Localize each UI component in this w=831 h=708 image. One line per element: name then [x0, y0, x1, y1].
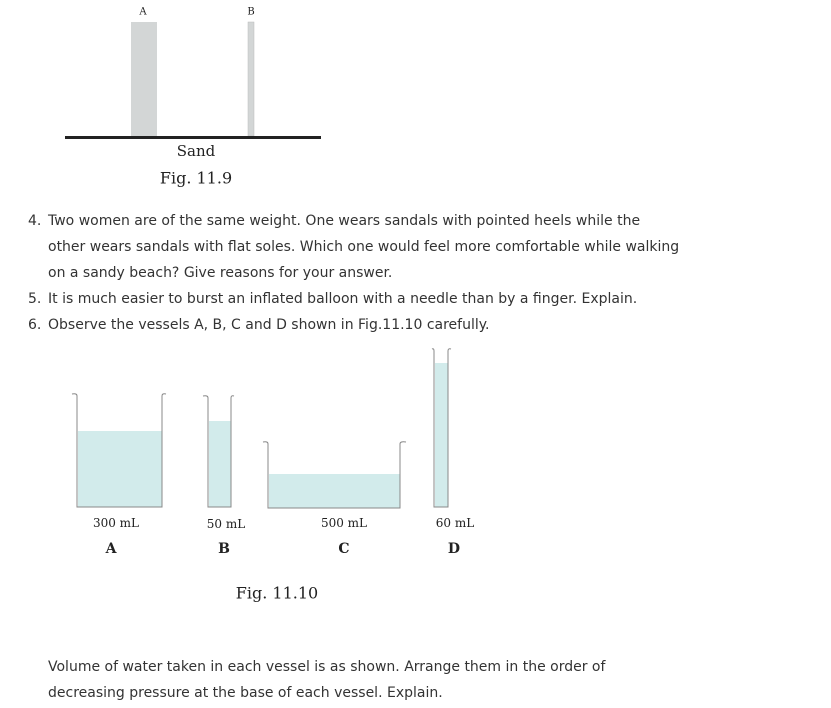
vessel-c-letter: C	[338, 541, 350, 557]
question-number: 5.	[28, 291, 42, 307]
fig-11-10-caption: Fig. 11.10	[235, 583, 319, 603]
vessel-a-volume: 300 mL	[92, 516, 140, 530]
heel-b-block	[248, 22, 254, 136]
vessel-c-volume: 500 mL	[320, 516, 368, 530]
heel-b-label: B	[247, 6, 255, 18]
vessel-a-letter: A	[105, 541, 117, 557]
sand-label: Sand	[176, 142, 216, 160]
question-number: 4.	[28, 213, 42, 229]
question-text: Two women are of the same weight. One wears sandals with pointed heels while the	[48, 213, 641, 229]
closing-text: decreasing pressure at the base of each vessel. Explain.	[48, 685, 443, 701]
vessel-a-water	[78, 431, 162, 507]
question-text: It is much easier to burst an inflated balloon with a needle than by a finger. Explain.	[48, 291, 638, 307]
closing-text: Volume of water taken in each vessel is as shown. Arrange them in the order of	[48, 659, 606, 675]
vessel-d-water	[435, 363, 448, 507]
vessel-b-letter: B	[218, 541, 230, 557]
vessel-b-volume: 50 mL	[206, 517, 246, 531]
heel-a-block	[131, 22, 157, 136]
vessel-b-water	[209, 421, 231, 507]
fig-11-9-caption: Fig. 11.9	[159, 168, 233, 188]
heel-a-label: A	[139, 6, 147, 18]
question-text: on a sandy beach? Give reasons for your answer.	[48, 265, 393, 281]
vessel-d-volume: 60 mL	[435, 516, 475, 530]
vessel-c-water	[269, 474, 400, 508]
sand-ground-line	[65, 136, 321, 139]
vessel-d-letter: D	[447, 541, 461, 557]
fig-11-10-drawing	[72, 349, 451, 508]
fig-11-9-drawing	[65, 22, 321, 139]
question-text: other wears sandals with flat soles. Which one would feel more comfortable while walking	[48, 239, 680, 255]
question-number: 6.	[28, 317, 42, 333]
question-text: Observe the vessels A, B, C and D shown in Fig.11.10 carefully.	[48, 317, 490, 333]
